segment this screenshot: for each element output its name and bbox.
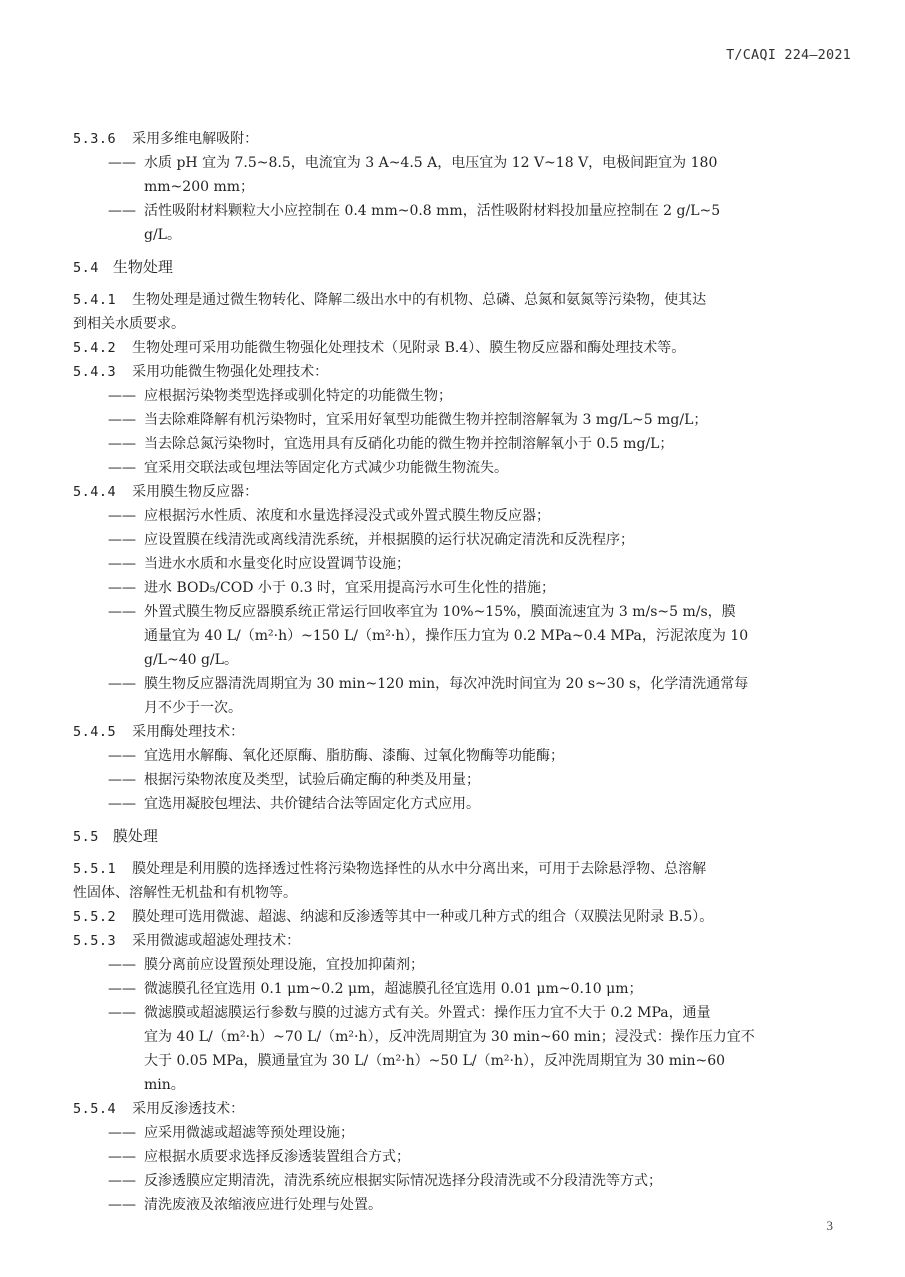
list-item — [73, 432, 855, 456]
page-number: 3 — [826, 1218, 833, 1233]
list-item-text: 当去除难降解有机污染物时，宜采用好氧型功能微生物并控制溶解氧为 3 mg/L~5 mg/L； — [144, 412, 708, 428]
list-item-text: 当去除总氮污染物时，宜选用具有反硝化功能的微生物并控制溶解氧小于 0.5 mg/L； — [144, 436, 674, 452]
clause — [73, 336, 855, 360]
list-item-text: 应根据污水性质、浓度和水量选择浸没式或外置式膜生物反应器； — [144, 508, 550, 524]
list-item-text: 清洗废液及浓缩液应进行处理与处置。 — [144, 1197, 382, 1213]
clause-number: 5.4.1 — [73, 292, 117, 308]
list-item-text: 微滤膜或超滤膜运行参数与膜的过滤方式有关。外置式：操作压力宜不大于 0.2 MPa，通量 — [144, 1005, 711, 1021]
list-item — [73, 456, 855, 480]
list-item — [73, 953, 855, 977]
list-dash: —— — [108, 460, 136, 476]
list-item-text: mm~200 mm； — [144, 179, 255, 195]
list-item-text: 进水 BOD₅/COD 小于 0.3 时，宜采用提高污水可生化性的措施； — [144, 580, 556, 596]
section-heading — [73, 255, 855, 280]
list-dash: —— — [108, 1005, 136, 1021]
standard-code-header: T/CAQI 224—2021 — [726, 47, 851, 63]
list-dash: —— — [108, 604, 136, 620]
clause-text: 采用酶处理技术： — [132, 724, 245, 740]
clause-number: 5.3.6 — [73, 131, 117, 147]
list-item-text: 当进水水质和水量变化时应设置调节设施； — [144, 556, 410, 572]
section-number: 5.5 — [73, 829, 99, 845]
list-item — [73, 600, 855, 624]
list-dash: —— — [108, 748, 136, 764]
clause-number: 5.4.4 — [73, 484, 117, 500]
clause-text: 生物处理可采用功能微生物强化处理技术（见附录 B.4）、膜生物反应器和酶处理技术等。 — [132, 340, 686, 356]
list-item-continuation — [73, 1073, 855, 1097]
list-dash: —— — [108, 580, 136, 596]
clause — [73, 127, 855, 151]
list-dash: —— — [108, 508, 136, 524]
list-dash: —— — [108, 412, 136, 428]
list-dash: —— — [108, 388, 136, 404]
clause — [73, 857, 855, 881]
clause-text: 采用反渗透技术： — [132, 1101, 245, 1117]
list-item-continuation — [73, 223, 855, 247]
clause — [73, 929, 855, 953]
list-item-continuation — [73, 175, 855, 199]
list-dash: —— — [108, 556, 136, 572]
list-item-text: 外置式膜生物反应器膜系统正常运行回收率宜为 10%~15%，膜面流速宜为 3 m/s~5 m/s，膜 — [144, 604, 736, 620]
list-item-continuation — [73, 648, 855, 672]
list-item — [73, 1145, 855, 1169]
list-item — [73, 576, 855, 600]
list-item-text: 月不少于一次。 — [144, 700, 242, 716]
list-dash: —— — [108, 155, 136, 171]
clause-text: 到相关水质要求。 — [73, 316, 185, 332]
clause-number: 5.5.2 — [73, 909, 117, 925]
list-item — [73, 504, 855, 528]
list-item — [73, 199, 855, 223]
clause-number: 5.5.1 — [73, 861, 117, 877]
list-dash: —— — [108, 676, 136, 692]
clause — [73, 288, 855, 312]
clause-number: 5.5.4 — [73, 1101, 117, 1117]
list-item-continuation — [73, 696, 855, 720]
list-dash: —— — [108, 1197, 136, 1213]
list-item — [73, 1193, 855, 1217]
list-item-text: 应采用微滤或超滤等预处理设施； — [144, 1125, 354, 1141]
list-item — [73, 792, 855, 816]
clause-text: 膜处理可选用微滤、超滤、纳滤和反渗透等其中一种或几种方式的组合（双膜法见附录 B.5）。 — [132, 909, 714, 925]
list-item-text: 宜选用凝胶包埋法、共价键结合法等固定化方式应用。 — [144, 796, 480, 812]
list-item-text: 水质 pH 宜为 7.5~8.5，电流宜为 3 A~4.5 A，电压宜为 12 V~18 V，电极间距宜为 180 — [144, 155, 718, 171]
clause-text: 采用多维电解吸附： — [132, 131, 259, 147]
list-item — [73, 672, 855, 696]
list-item-text: min。 — [144, 1077, 185, 1093]
list-item — [73, 977, 855, 1001]
list-item-text: 通量宜为 40 L/（m²·h）~150 L/（m²·h），操作压力宜为 0.2 MPa~0.4 MPa，污泥浓度为 10 — [144, 628, 749, 644]
list-dash: —— — [108, 796, 136, 812]
list-item — [73, 1001, 855, 1025]
list-item-text: 微滤膜孔径宜选用 0.1 μm~0.2 μm，超滤膜孔径宜选用 0.01 μm~0.10 μm； — [144, 981, 643, 997]
list-item — [73, 1169, 855, 1193]
clause-number: 5.4.3 — [73, 364, 117, 380]
clause — [73, 905, 855, 929]
clause-text: 采用功能微生物强化处理技术： — [132, 364, 329, 380]
list-item-continuation — [73, 1049, 855, 1073]
clause — [73, 1097, 855, 1121]
list-dash: —— — [108, 532, 136, 548]
list-item-text: 大于 0.05 MPa，膜通量宜为 30 L/（m²·h）~50 L/（m²·h），反冲洗周期宜为 30 min~60 — [144, 1053, 726, 1069]
clause — [73, 480, 855, 504]
list-dash: —— — [108, 981, 136, 997]
section-heading — [73, 824, 855, 849]
clause — [73, 360, 855, 384]
section-title: 膜处理 — [112, 827, 158, 845]
list-dash: —— — [108, 1149, 136, 1165]
section-number: 5.4 — [73, 260, 99, 276]
clause-number: 5.4.5 — [73, 724, 117, 740]
list-item — [73, 768, 855, 792]
list-dash: —— — [108, 436, 136, 452]
list-item-text: 膜分离前应设置预处理设施，宜投加抑菌剂； — [144, 957, 424, 973]
list-item-text: 宜为 40 L/（m²·h）~70 L/（m²·h），反冲洗周期宜为 30 min~60 min；浸没式：操作压力宜不 — [144, 1029, 755, 1045]
list-item — [73, 1121, 855, 1145]
list-item-text: 宜采用交联法或包埋法等固定化方式减少功能微生物流失。 — [144, 460, 508, 476]
list-item — [73, 384, 855, 408]
document-body — [73, 127, 855, 1217]
list-item-text: 反渗透膜应定期清洗，清洗系统应根据实际情况选择分段清洗或不分段清洗等方式； — [144, 1173, 662, 1189]
clause-text: 膜处理是利用膜的选择透过性将污染物选择性的从水中分离出来，可用于去除悬浮物、总溶解 — [132, 861, 707, 877]
list-dash: —— — [108, 772, 136, 788]
list-item — [73, 552, 855, 576]
clause-number: 5.5.3 — [73, 933, 117, 949]
clause-text: 生物处理是通过微生物转化、降解二级出水中的有机物、总磷、总氮和氨氮等污染物，使其达 — [132, 292, 707, 308]
clause-text: 采用膜生物反应器： — [132, 484, 259, 500]
clause-continuation — [73, 881, 855, 905]
list-item-continuation — [73, 1025, 855, 1049]
list-dash: —— — [108, 957, 136, 973]
list-item — [73, 408, 855, 432]
list-item-text: 膜生物反应器清洗周期宜为 30 min~120 min，每次冲洗时间宜为 20 s~30 s，化学清洗通常每 — [144, 676, 749, 692]
list-item-text: 应根据水质要求选择反渗透装置组合方式； — [144, 1149, 410, 1165]
list-item-text: 应根据污染物类型选择或驯化特定的功能微生物； — [144, 388, 452, 404]
clause-continuation — [73, 312, 855, 336]
list-item-text: 根据污染物浓度及类型，试验后确定酶的种类及用量； — [144, 772, 480, 788]
section-title: 生物处理 — [112, 258, 173, 276]
list-item — [73, 528, 855, 552]
list-item — [73, 744, 855, 768]
clause-text: 采用微滤或超滤处理技术： — [132, 933, 301, 949]
list-item-text: g/L。 — [144, 227, 181, 243]
list-item — [73, 151, 855, 175]
list-item-text: 活性吸附材料颗粒大小应控制在 0.4 mm~0.8 mm，活性吸附材料投加量应控制在 2 g/L~5 — [144, 203, 721, 219]
clause — [73, 720, 855, 744]
list-dash: —— — [108, 203, 136, 219]
list-item-continuation — [73, 624, 855, 648]
list-item-text: 应设置膜在线清洗或离线清洗系统，并根据膜的运行状况确定清洗和反洗程序； — [144, 532, 634, 548]
list-item-text: 宜选用水解酶、氧化还原酶、脂肪酶、漆酶、过氧化物酶等功能酶； — [144, 748, 564, 764]
clause-text: 性固体、溶解性无机盐和有机物等。 — [73, 885, 297, 901]
clause-number: 5.4.2 — [73, 340, 117, 356]
list-dash: —— — [108, 1125, 136, 1141]
list-item-text: g/L~40 g/L。 — [144, 652, 238, 668]
list-dash: —— — [108, 1173, 136, 1189]
